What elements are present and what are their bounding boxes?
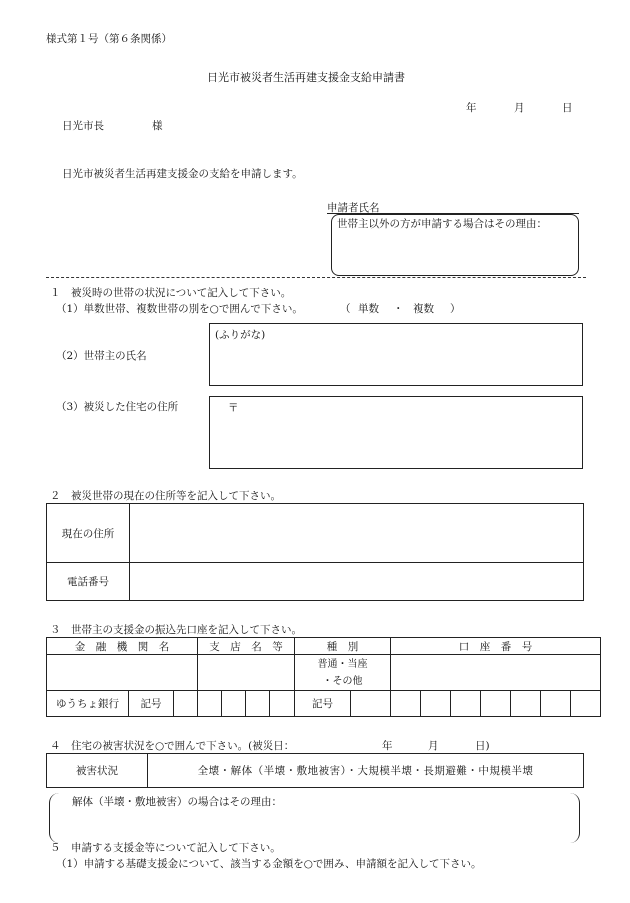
date-day-label: 日 [562,102,573,114]
bank-name-header: 金 融 機 関 名 [47,638,198,655]
householder-name-label: （2）世帯主の氏名 [56,350,147,362]
phone-field[interactable] [130,563,584,601]
household-type-close: ） [450,303,461,315]
account-number-header: 口 座 番 号 [391,638,601,655]
kigo-digit[interactable] [246,691,270,717]
damage-reason-label: 解体（半壊・敷地被害）の場合はその理由： [72,796,282,808]
damage-status-label: 被害状況 [47,754,148,788]
branch-field[interactable] [198,655,295,691]
honorific: 様 [152,120,163,132]
damaged-address-field[interactable] [209,396,583,469]
applicant-reason-label: 世帯主以外の方が申請する場合はその理由： [337,218,547,230]
bank-account-table [46,637,601,717]
current-address-table [46,503,584,601]
account-type-header: 種 別 [295,638,391,655]
yucho-kigo-label: 記号 [129,691,174,717]
number-digit[interactable] [351,691,391,717]
form-number: 様式第１号（第６条関係） [46,33,172,45]
section3-heading: ３ 世帯主の支援金の振込先口座を記入して下さい。 [50,624,302,636]
current-address-field[interactable] [130,504,584,563]
number-digit[interactable] [421,691,451,717]
kigo-digit[interactable] [198,691,222,717]
phone-label: 電話番号 [47,563,130,601]
postal-mark: 〒 [228,402,239,414]
section5-sub1: （1）申請する基礎支援金について、該当する金額を○で囲み、申請額を記入して下さい。 [56,858,482,870]
kigo-digit[interactable] [174,691,198,717]
applicant-name-label: 申請者氏名 [327,202,380,214]
kigo-digit[interactable] [270,691,295,717]
date-month-label: 月 [514,102,525,114]
yucho-label: ゆうちょ銀行 [47,691,129,717]
bank-name-field[interactable] [47,655,198,691]
kigo-digit[interactable] [222,691,246,717]
number-digit[interactable] [511,691,541,717]
page-title: 日光市被災者生活再建支援金支給申請書 [207,71,405,84]
divider [46,277,586,278]
current-address-label: 現在の住所 [47,504,130,563]
application-statement: 日光市被災者生活再建支援金の支給を申請します。 [62,168,303,180]
number-digit[interactable] [541,691,571,717]
yucho-number-label: 記号 [295,691,351,717]
damaged-address-label: （3）被災した住宅の住所 [56,401,179,413]
disaster-date-year: 年 [382,740,393,752]
addressee: 日光市長 [62,120,104,132]
option-single[interactable]: 単数 [358,303,379,315]
section5-heading: ５ 申請する支援金等について記入して下さい。 [50,842,281,854]
account-type-options[interactable] [295,655,391,691]
furigana-label: (ふりがな) [215,329,266,341]
option-separator: ・ [393,303,404,315]
household-type-question: （1）単数世帯、複数世帯の別を○で囲んで下さい。 [56,303,303,315]
damage-table [46,753,584,788]
section2-heading: ２ 被災世帯の現在の住所等を記入して下さい。 [50,490,281,502]
damage-status-options[interactable]: 全壊・解体（半壊・敷地被害）・大規模半壊・長期避難・中規模半壊 [148,754,584,788]
account-number-field[interactable] [391,655,601,691]
account-type-other: ・その他 [322,675,363,687]
number-digit[interactable] [571,691,601,717]
disaster-date-day: 日) [475,740,490,752]
disaster-date-month: 月 [428,740,439,752]
date-year-label: 年 [466,102,477,114]
option-multi[interactable]: 複数 [413,303,434,315]
account-type-values: 普通・当座 [317,658,368,670]
branch-header: 支 店 名 等 [198,638,295,655]
number-digit[interactable] [391,691,421,717]
section1-heading: １ 被災時の世帯の状況について記入して下さい。 [50,287,292,299]
number-digit[interactable] [481,691,511,717]
household-type-open: （ [340,303,351,315]
section4-heading: ４ 住宅の被害状況を○で囲んで下さい。(被災日： [50,740,295,752]
number-digit[interactable] [451,691,481,717]
